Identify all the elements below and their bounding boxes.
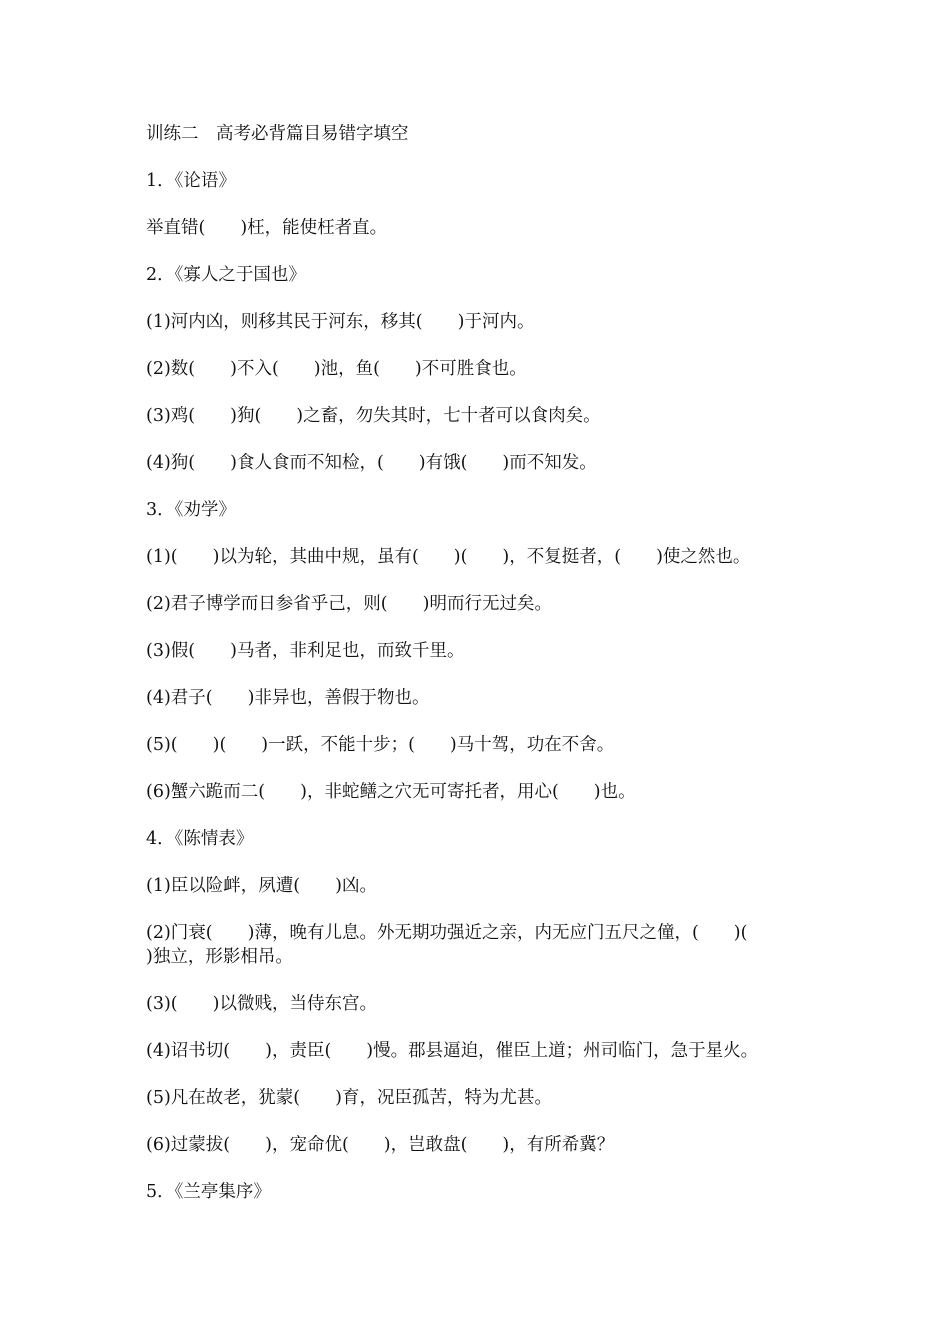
exercise-line: (1)臣以险衅，夙遭( )凶。 — [146, 876, 377, 896]
exercise-line: (5)( )( )一跃，不能十步；( )马十驾，功在不舍。 — [146, 735, 615, 755]
exercise-line: (6)过蒙拔( )，宠命优( )，岂敢盘( )，有所希冀？ — [146, 1135, 615, 1155]
exercise-line: (4)诏书切( )，责臣( )慢。郡县逼迫，催臣上道；州司临门，急于星火。 — [146, 1041, 759, 1061]
exercise-line: (1)( )以为轮，其曲中规，虽有( )( )，不复挺者，( )使之然也。 — [146, 547, 751, 567]
section-heading-lanting: 5．《兰亭集序》 — [146, 1182, 271, 1202]
exercise-line: (6)蟹六跪而二( )，非蛇鳝之穴无可寄托者，用心( )也。 — [146, 782, 636, 802]
section-heading-chenqingbiao: 4．《陈情表》 — [146, 829, 254, 849]
exercise-line: (5)凡在故老，犹蒙( )育，况臣孤苦，特为尤甚。 — [146, 1088, 552, 1108]
exercise-line: (1)河内凶，则移其民于河东，移其( )于河内。 — [146, 312, 535, 332]
exercise-line: (3)假( )马者，非利足也，而致千里。 — [146, 641, 465, 661]
section-heading-quanxue: 3．《劝学》 — [146, 500, 236, 520]
exercise-line: (2)数( )不入( )池，鱼( )不可胜食也。 — [146, 359, 527, 379]
exercise-line: (3)( )以微贱，当侍东宫。 — [146, 994, 377, 1014]
document-page — [146, 122, 826, 1227]
exercise-line: (2)门衰( )薄，晚有儿息。外无期功强近之亲，内无应门五尺之僮，( )( )独立，形影相吊。 — [146, 923, 748, 967]
exercise-line: (4)君子( )非异也，善假于物也。 — [146, 688, 430, 708]
section-heading-guaren: 2．《寡人之于国也》 — [146, 265, 306, 285]
exercise-line: 举直错( )枉，能使枉者直。 — [146, 218, 388, 238]
section-heading-lunyu: 1．《论语》 — [146, 171, 236, 191]
exercise-line: (3)鸡( )狗( )之畜，勿失其时，七十者可以食肉矣。 — [146, 406, 601, 426]
document-title: 训练二 高考必背篇目易错字填空 — [146, 124, 409, 144]
exercise-line: (2)君子博学而日参省乎己，则( )明而行无过矣。 — [146, 594, 552, 614]
exercise-line: (4)狗( )食人食而不知检，( )有饿( )而不知发。 — [146, 453, 597, 473]
